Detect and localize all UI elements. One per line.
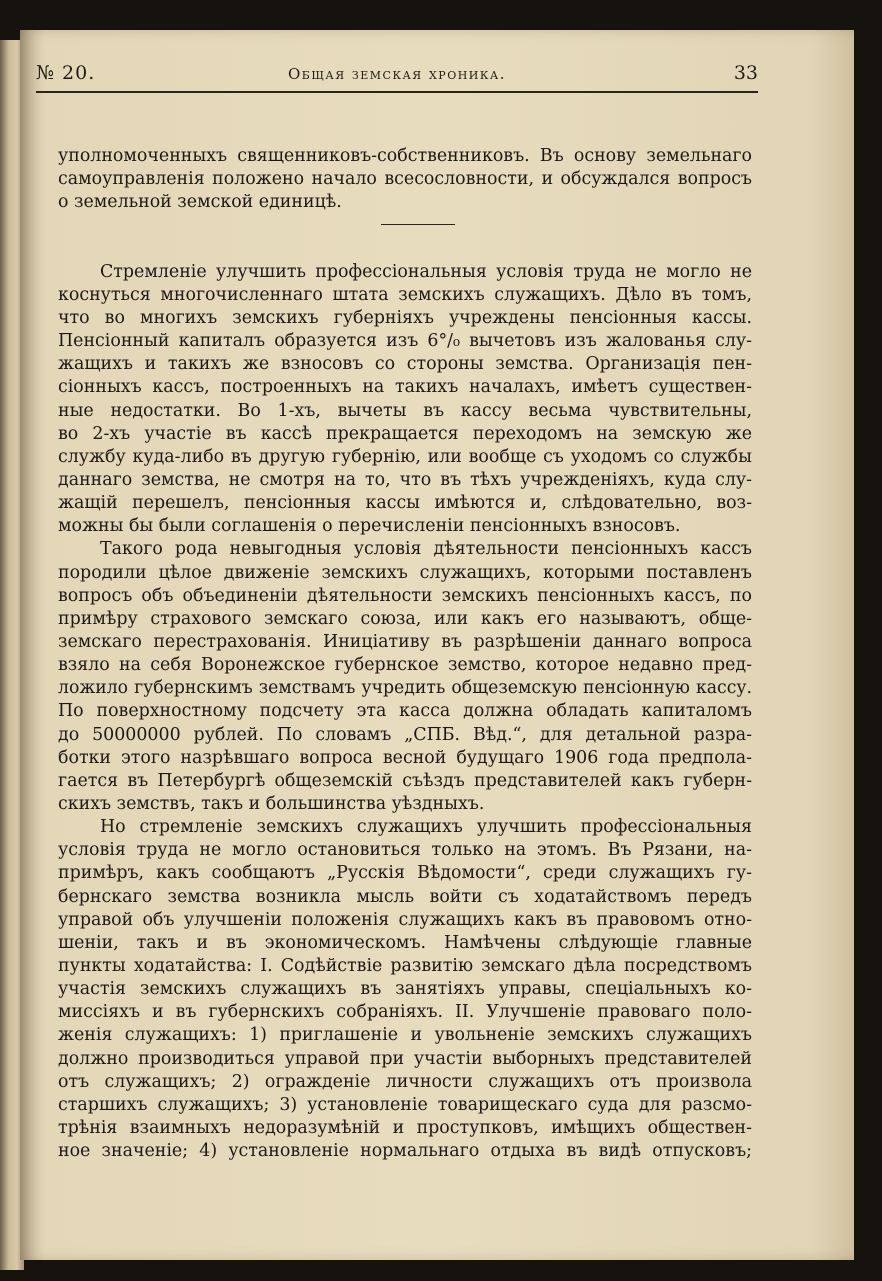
text-line: женія служащихъ: 1) приглашеніе и увольненіе земскихъ служащихъ [58,1025,752,1046]
text-line: Но стремленіе земскихъ служащихъ улучшить профессіональныя [100,817,752,838]
text-line: примѣру страхового земскаго союза, или какъ его называютъ, обще- [58,608,752,629]
text-line: ные недостатки. Во 1-хъ, вычеты въ кассу весьма чувствительны, [58,400,752,421]
text-line: должно производиться управой при участіи выборныхъ представителей [58,1048,752,1069]
running-title: Общая земская хроника. [287,65,507,83]
text-line: Пенсіонный капиталъ образуется изъ 6°/₀ вычетовъ изъ жалованья слу- [58,331,752,352]
text-line: коснуться многочисленнаго штата земскихъ служащихъ. Дѣло въ томъ, [58,284,752,305]
running-header [36,60,758,90]
text-line: По поверхностному подсчету эта касса должна обладать капиталомъ [58,701,752,722]
spacer-line [58,214,752,260]
text-line: управой объ улучшеніи положенія служащихъ какъ въ правовомъ отно- [58,909,752,930]
text-line: пункты ходатайства: I. Содѣйствіе развитію земскаго дѣла посредствомъ [58,955,752,976]
text-line: ное значеніе; 4) установленіе нормальнаго отдыха въ видѣ отпусковъ; [58,1141,752,1162]
text-line: Стремленіе улучшить профессіональныя условія труда не могло не [100,261,752,282]
text-line: уполномоченныхъ священниковъ-собственниковъ. Въ основу земельнаго [58,146,752,166]
text-line: ложило губернскимъ земствамъ учредить общеземскую пенсіонную кассу. [58,678,752,699]
text-line: примѣръ, какъ сообщаютъ „Русскія Вѣдомости“, среди служащихъ гу- [58,863,752,884]
text-line: службу куда-либо въ другую губернію, или вообще съ уходомъ со службы [58,446,752,467]
text-line: породили цѣлое движеніе земскихъ служащихъ, которыми поставленъ [58,562,752,583]
page-number: 33 [733,62,758,84]
text-line: трѣнія взаимныхъ недоразумѣній и проступковъ, имѣщихъ обществен- [58,1117,752,1138]
text-line: жащихъ и такихъ же взносовъ со стороны земства. Организація пен- [58,354,752,375]
text-line: до 50000000 рублей. По словамъ „СПБ. Вѣд.“, для детальной разра- [58,724,752,745]
text-line: шеніи, такъ и въ экономическомъ. Намѣчены слѣдующіе главные [58,932,752,953]
text-line: вопросъ объ объединеніи дѣятельности земскихъ пенсіонныхъ кассъ, по [58,585,752,606]
body-text [58,145,752,1163]
text-line: взяло на себя Воронежское губернское земство, которое недавно пред- [58,655,752,676]
text-line: о земельной земской единицѣ. [58,192,342,213]
text-line: даннаго земства, не смотря на то, что въ тѣхъ учрежденіяхъ, куда слу- [58,469,752,490]
text-line: участія земскихъ служащихъ въ занятіяхъ управы, спеціальныхъ ко- [58,979,752,1000]
text-line: жащій перешелъ, пенсіонныя кассы имѣются и, слѣдовательно, воз- [58,493,752,514]
text-line: бернскаго земства возникла мысль войти съ ходатайствомъ передъ [58,886,752,907]
text-line: отъ служащихъ; 2) огражденіе личности служащихъ отъ произвола [58,1071,752,1092]
text-line: условія труда не могло остановиться только на этомъ. Въ Рязани, на- [58,840,752,861]
header-rule [36,91,758,93]
text-line: во 2-хъ участіе въ кассѣ прекращается переходомъ на земскую же [58,423,752,444]
text-line: самоуправленія положено начало всесословности, и обсуждался вопросъ [58,169,752,190]
text-line: сіонныхъ кассъ, построенныхъ на такихъ началахъ, имѣетъ существен- [58,377,752,398]
text-line: что во многихъ земскихъ губерніяхъ учреждены пенсіонныя кассы. [58,308,752,328]
text-line: ботки этого назрѣвшаго вопроса весной будущаго 1906 года предпола- [58,747,752,768]
text-line: скихъ земствъ, такъ и большинства уѣздныхъ. [58,793,485,814]
text-line: миссіяхъ и въ губернскихъ собраніяхъ. II. Улучшеніе правоваго поло- [58,1002,752,1023]
text-line: земскаго перестрахованія. Иниціативу въ разрѣшеніи даннаго вопроса [58,631,752,652]
issue-number: № 20. [36,62,96,84]
text-line: можны бы были соглашенія о перечисленіи пенсіонныхъ взносовъ. [58,516,681,537]
text-line: старшихъ служащихъ; 3) установленіе товарищескаго суда для разсмо- [58,1094,752,1115]
text-line: Такого рода невыгодныя условія дѣятельности пенсіонныхъ кассъ [100,539,752,560]
text-line: гается въ Петербургѣ общеземскій съѣздъ представителей какъ губерн- [58,770,752,791]
